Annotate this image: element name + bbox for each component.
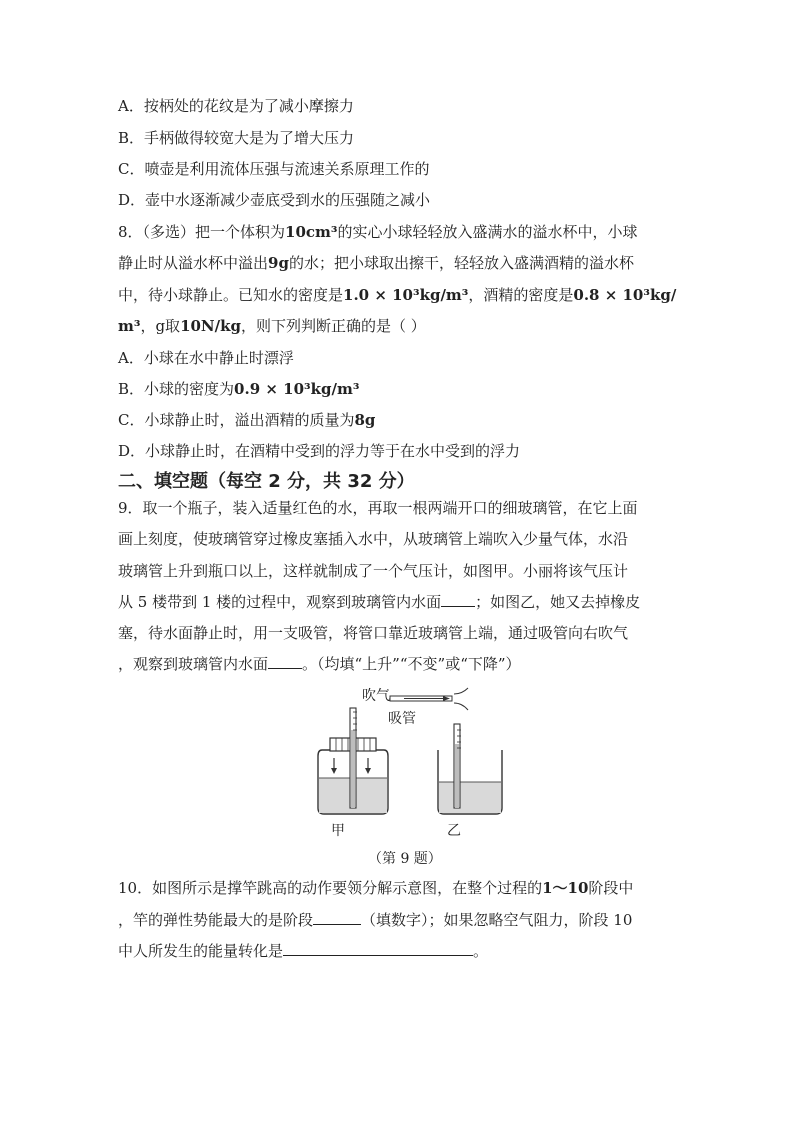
q9-answer-blank-2[interactable] [268, 654, 302, 669]
q10-answer-blank-1[interactable] [313, 910, 361, 925]
figure-label-yi: 乙 [447, 823, 461, 839]
blow-label: 吹气 [362, 688, 390, 704]
q10-line-2: ，竿的弹性势能最大的是阶段 （填数字）；如果忽略空气阻力，阶段 10 [118, 911, 633, 929]
q9-figure [300, 682, 510, 839]
q8-mass: 9g [268, 254, 289, 272]
q9-figure-caption: （第 9 题） [368, 851, 442, 867]
q8-line-1: 8．（多选）把一个体积为10cm³的实心小球轻轻放入盛满水的溢水杯中，小球 [118, 223, 638, 241]
q9-line-2: 画上刻度，使玻璃管穿过橡皮塞插入水中，从玻璃管上端吹入少量气体，水沿 [118, 530, 629, 548]
q8-option-c-value: 8g [354, 411, 376, 429]
q8-option-c: C．小球静止时，溢出酒精的质量为8g [118, 411, 376, 429]
barometer-diagram [300, 682, 510, 832]
barometer-jar-yi [390, 688, 502, 814]
q8-option-b-value: 0.9 × 10³kg/m³ [234, 380, 360, 398]
q7-option-a: A．按柄处的花纹是为了减小摩擦力 [118, 97, 354, 115]
q8-line-4: m³，g取10N/kg，则下列判断正确的是（ ） [118, 317, 426, 335]
q7-option-d: D．壶中水逐渐减少壶底受到水的压强随之减小 [118, 191, 431, 209]
q10-stages: 1～10 [542, 879, 589, 897]
q8-alcohol-density: 0.8 × 10³kg/ [573, 286, 677, 304]
section-2-title: 二、填空题（每空 2 分，共 32 分） [118, 471, 415, 492]
q9-line-5: 塞，待水面静止时，用一支吸管，将管口靠近玻璃管上端，通过吸管向右吹气 [118, 624, 629, 642]
q8-option-d: D．小球静止时，在酒精中受到的浮力等于在水中受到的浮力 [118, 442, 521, 460]
q9-answer-blank-1[interactable] [441, 592, 475, 607]
barometer-jar-jia [318, 708, 388, 814]
figure-label-jia: 甲 [331, 823, 345, 839]
q8-water-density: 1.0 × 10³kg/m³ [343, 286, 469, 304]
q10-answer-blank-2[interactable] [283, 941, 473, 956]
q8-g-value: 10N/kg [180, 317, 242, 335]
q9-line-3: 玻璃管上升到瓶口以上，这样就制成了一个气压计，如图甲。小丽将该气压计 [118, 562, 629, 580]
q9-line-6: ，观察到玻璃管内水面 。（均填“上升”“不变”或“下降”） [118, 655, 521, 673]
q10-line-3: 中人所发生的能量转化是 。 [118, 942, 489, 960]
q9-line-4: 从 5 楼带到 1 楼的过程中，观察到玻璃管内水面 ；如图乙，她又去掉橡皮 [118, 593, 641, 611]
q8-volume: 10cm³ [285, 223, 338, 241]
straw-label: 吸管 [388, 711, 416, 727]
q7-option-b: B．手柄做得较宽大是为了增大压力 [118, 129, 355, 147]
q10-line-1: 10．如图所示是撑竿跳高的动作要领分解示意图，在整个过程的1～10阶段中 [118, 879, 634, 897]
q9-line-1: 9．取一个瓶子，装入适量红色的水，再取一根两端开口的细玻璃管，在它上面 [118, 499, 638, 517]
q8-option-b: B．小球的密度为0.9 × 10³kg/m³ [118, 380, 360, 398]
q8-option-a: A．小球在水中静止时漂浮 [118, 349, 294, 367]
q7-option-c: C．喷壶是利用流体压强与流速关系原理工作的 [118, 160, 430, 178]
q8-line-2: 静止时从溢水杯中溢出9g的水；把小球取出擦干，轻轻放入盛满酒精的溢水杯 [118, 254, 634, 272]
q8-line-3: 中，待小球静止。已知水的密度是1.0 × 10³kg/m³，酒精的密度是0.8 × 10³kg/ [118, 286, 677, 304]
